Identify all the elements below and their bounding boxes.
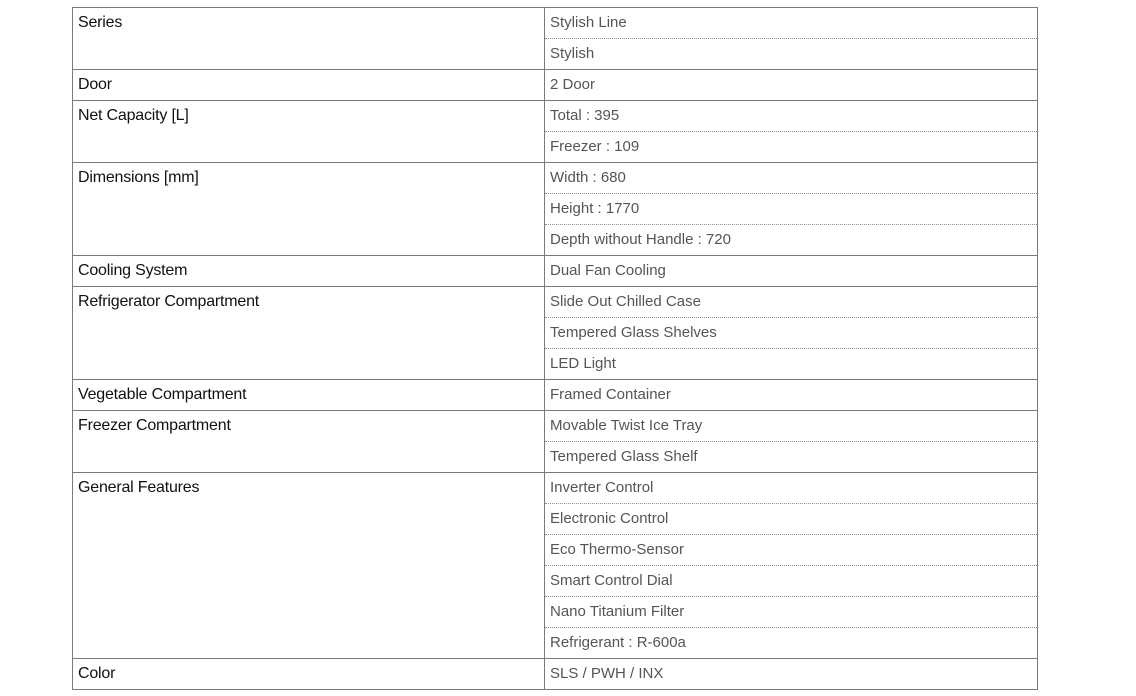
spec-values <box>545 8 1038 70</box>
spec-value: Freezer : 109 <box>545 131 1037 162</box>
spec-label: General Features <box>73 473 545 659</box>
spec-value: Smart Control Dial <box>545 565 1037 596</box>
spec-values <box>545 659 1038 690</box>
spec-values <box>545 70 1038 101</box>
spec-value: Tempered Glass Shelf <box>545 441 1037 472</box>
spec-value: Stylish Line <box>550 14 627 31</box>
spec-row <box>73 8 1038 70</box>
spec-value: Total : 395 <box>550 107 620 124</box>
spec-value: Electronic Control <box>545 503 1037 534</box>
spec-value: Depth without Handle : 720 <box>545 224 1037 255</box>
spec-value: LED Light <box>545 348 1037 379</box>
spec-row <box>73 411 1038 473</box>
spec-label: Net Capacity [L] <box>73 101 545 163</box>
spec-values <box>545 473 1038 659</box>
spec-label: Dimensions [mm] <box>73 163 545 256</box>
spec-table <box>72 7 1038 690</box>
spec-value: Tempered Glass Shelves <box>545 317 1037 348</box>
spec-value: Eco Thermo-Sensor <box>545 534 1037 565</box>
spec-value: Stylish <box>545 38 1037 69</box>
spec-value: Slide Out Chilled Case <box>550 293 701 310</box>
spec-row <box>73 101 1038 163</box>
spec-row <box>73 163 1038 256</box>
spec-value: Framed Container <box>550 386 671 403</box>
spec-row <box>73 70 1038 101</box>
spec-row <box>73 659 1038 690</box>
spec-label: Freezer Compartment <box>73 411 545 473</box>
spec-value: Inverter Control <box>550 479 654 496</box>
spec-value: 2 Door <box>550 76 596 93</box>
spec-values <box>545 256 1038 287</box>
spec-values <box>545 287 1038 380</box>
spec-values <box>545 411 1038 473</box>
spec-values <box>545 163 1038 256</box>
spec-label: Cooling System <box>73 256 545 287</box>
spec-label: Series <box>73 8 545 70</box>
spec-values <box>545 380 1038 411</box>
spec-label: Vegetable Compartment <box>73 380 545 411</box>
spec-value: Width : 680 <box>550 169 626 186</box>
spec-value: Height : 1770 <box>545 193 1037 224</box>
spec-value: Dual Fan Cooling <box>550 262 666 279</box>
spec-label: Color <box>73 659 545 690</box>
spec-value: Refrigerant : R-600a <box>545 627 1037 658</box>
spec-row <box>73 287 1038 380</box>
spec-row <box>73 473 1038 659</box>
spec-label: Door <box>73 70 545 101</box>
spec-value: SLS / PWH / INX <box>550 665 664 682</box>
spec-label: Refrigerator Compartment <box>73 287 545 380</box>
spec-row <box>73 256 1038 287</box>
spec-table-body <box>73 8 1038 690</box>
spec-values <box>545 101 1038 163</box>
spec-row <box>73 380 1038 411</box>
spec-value: Movable Twist Ice Tray <box>550 417 703 434</box>
spec-value: Nano Titanium Filter <box>545 596 1037 627</box>
